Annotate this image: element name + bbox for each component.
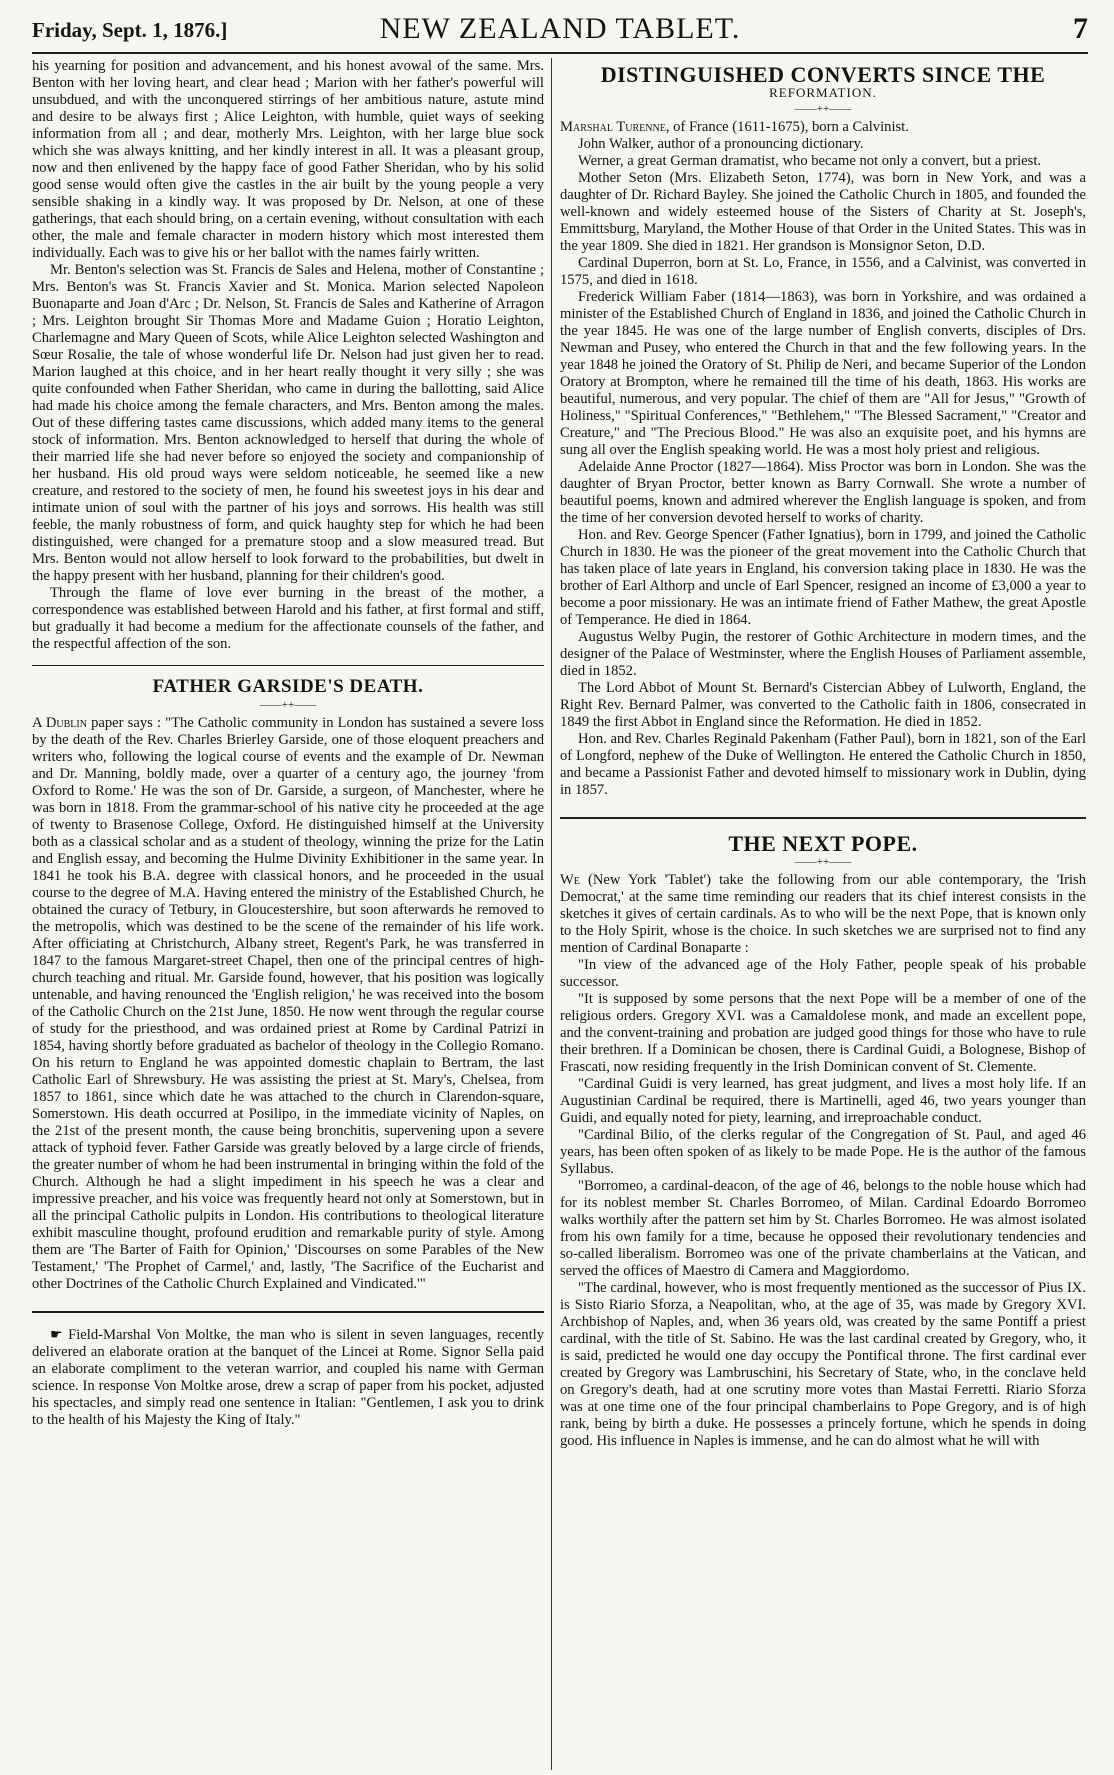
story-paragraph: Mr. Benton's selection was St. Francis de Sales and Helena, mother of Constantine ; Mrs. Benton's was St. Francis Xavier and St. Monica. Marion selected Napoleon Buonaparte and Joan d'Arc ; Dr. Nelson, St. Francis de Sales and Katherine of Arragon ; Mrs. Leighton brought Sir Thomas More and Madame Guion ; Horatio Leighton, Charlemagne and Mary Queen of Scots, while Alice Leighton selected Washington and Sœur Rosalie, the tale of whose wonderful life Dr. Nelson had just given her to read. Marion laughed at this choice, and in her heart really thought it very silly ; she was quite confounded when Father Sheridan, who came in during the ballotting, said Alice had made his choice among the female characters, and Mrs. Benton among the males. Out of these differing tastes came discussions, which added many items to the general stock of information. Mrs. Benton acknowledged to herself that during the whole of their married life she had never before so enjoyed the society and companionship of her husband. His old proud ways were seldom noticeable, he seemed like a new creature, and restored to the society of men, he found his sweetest joys in his dear and intimate union of soul with the partner of his joys and sorrows. His health was still feeble, the manly robustness of form, and quick haughty step for which he had been distinguished, were changed for a premature stoop and a slow measured tread. But Mrs. Benton would not allow herself to look forward to the probabilities, but dwelt in the happy present with her husband, planning for their children's good. [32, 262, 544, 584]
section-divider [32, 665, 544, 666]
convert-entry: Augustus Welby Pugin, the restorer of Gothic Architecture in modern times, and the designer of the Palace of Westminster, where the English Houses of Parliament assemble, died in 1852. [560, 629, 1086, 679]
convert-entry: Adelaide Anne Proctor (1827—1864). Miss Proctor was born in London. She was the daughter of Bryan Proctor, better known as Barry Cornwall. She wrote a number of beautiful poems, known and admired wherever the English language is spoken, and from the time of her conversion devoted herself to works of charity. [560, 459, 1086, 526]
pope-paragraph: We (New York 'Tablet') take the following from our able contemporary, the 'Irish Democrat,' at the same time reminding our readers that its chief interest consists in the sketches it gives of certain cardinals. As to who will be the next Pope, that is known only to the Holy Spirit, whose is the choice. In such sketches we are surprised not to find any mention of Cardinal Bonaparte : [560, 872, 1086, 956]
article-body: paper says : "The Catholic community in London has sustained a severe loss by the death of the Rev. Charles Brierley Garside, one of those eloquent preachers and writers who, following the logical course of events and the example of Dr. Newman and Dr. Manning, boldly made, over a quarter of a century ago, the journey 'from Oxford to Rome.' He was the son of Dr. Garside, a surgeon, of Manchester, where he was born in 1818. From the grammar-school of his native city he proceeded at the age of twenty to Brasenose College, Oxford. He distinguished himself at the University both as a classical scholar and as a student of theology, winning the prize for the Latin and English essay, and becoming the Hulme Divinity Exhibitioner in the same year. In 1841 he took his B.A. degree with classical honors, and he proceeded in the usual course to the degree of M.A. Having entered the ministry of the Established Church, he obtained the curacy of Tetbury, in Gloucestershire, but soon afterwards he removed to the metropolis, which was destined to be the scene of the remainder of his life work. After officiating at Christchurch, Albany street, Regent's Park, he was transferred in 1847 to the famous Margaret-street Chapel, then one of the principal centres of high-church teaching and ritual. Mr. Garside found, however, that his position was logically untenable, and having renounced the 'English religion,' he was received into the bosom of the Catholic Church on the 21st June, 1850. He now went through the regular course of study for the priesthood, and was ordained priest at Rome by Cardinal Patrizi in 1854, having shortly before graduated as bachelor of theology in the Collegio Romano. On his return to England he was appointed domestic chaplain to Bertram, the last Catholic Earl of Shrewsbury. He was assisting the priest at St. Mary's, Chelsea, from 1857 to 1861, since which date he was attached to the church in Clarendon-square, Somerstown. His death occurred at Posilipo, in the immediate vicinity of Naples, on the 21st of the present month, the cause being bronchitis, supervening upon a severe attack of typhoid fever. Father Garside was greatly beloved by a large circle of friends, the greater number of whom he had been instrumental in bringing within the fold of the Church. Although he had a slight impediment in his speech he was a clear and impressive preacher, and his voice was frequently heard not only at Somerstown, but in all the principal Catholic pulpits in London. His contributions to theological literature exhibit masculine thought, profound erudition and remarkable purity of style. Among them are 'The Barter of Faith for Opinion,' 'Discourses on some Parables of the New Testament,' 'The Prophet of Carmel,' and, lastly, 'The Sacrifice of the Eucharist and other Doctrines of the Catholic Church Explained and Vindicated.'" [32, 715, 544, 1292]
pointing-hand-icon: ☛ [50, 1328, 63, 1343]
entry-lead: Marshal Turenne [560, 119, 666, 135]
convert-entry: John Walker, author of a pronouncing dictionary. [578, 136, 864, 152]
moltke-body: Field-Marshal Von Moltke, the man who is silent in seven languages, recently delivered an elaborate oration at the banquet of the Lincei at Rome. Signor Sella paid an elaborate compliment to the veteran warrior, and coupled his name with German science. In response Von Moltke arose, drew a scrap of paper from his pocket, adjusted his spectacles, and simply read one sentence in Italian: "Gentlemen, I ask you to drink to the health of his Majesty the King of Italy." [32, 1327, 544, 1428]
converts-subheading: REFORMATION. [769, 85, 877, 100]
convert-entry: The Lord Abbot of Mount St. Bernard's Cistercian Abbey of Lulworth, England, the Right Rev. Bernard Palmer, was converted to the Catholic faith in 1806, consecrated in 1849 the first Abbot in England since the Reformation. He died in 1852. [560, 680, 1086, 730]
convert-entry: Cardinal Duperron, born at St. Lo, France, in 1556, and a Calvinist, was converted in 1575, and died in 1618. [560, 255, 1086, 288]
story-paragraph: his yearning for position and advancement, and his honest avowal of the same. Mrs. Benton with her loving heart, and clear head ; Marion with her father's powerful will unsubdued, and with the unconquered stirrings of her ambitious nature, astute mind and desire to be always first ; Alice Leighton, with humble, quiet ways of seeking information from all ; and dear, motherly Mrs. Leighton, with her large blue sock which she was always knitting, and her kindly interest in all. It was a pleasant group, now and then enlivened by the happy face of good Father Sheridan, who by his solid good sense would often give the castles in the air built by the young people a very sensible shaking in a kindly way. It was proposed by Dr. Nelson, at one of these gatherings, that each should bring, on a certain evening, without consultation with each other, the male and female character in modern history which most interested them individually. Each was to give his or her ballot with the names fairly written. [32, 58, 544, 261]
convert-entry: Frederick William Faber (1814—1863), was born in Yorkshire, and was ordained a minister of the Established Church of England in 1836, and joined the Catholic Church in the year 1845. He was one of the large number of English converts, disciples of Drs. Newman and Pusey, who entered the Church in that and the few following years. In the year 1848 he joined the Oratory of St. Philip de Neri, and became Superior of the London Oratory at Brompton, where he remained till the time of his death, 1863. His works are beautiful, numerous, and very popular. The chief of them are "All for Jesus," "Growth of Holiness," "Spiritual Conferences," "Bethlehem," "The Blessed Sacrament," "Creator and Creature," and "The Precious Blood." He was also an exquisite poet, and his hymns are sung all over the English speaking world. He was a most holy priest and religious. [560, 289, 1086, 458]
newspaper-title: NEW ZEALAND TABLET. [379, 12, 741, 45]
pope-paragraph: "The cardinal, however, who is most frequently mentioned as the successor of Pius IX. is Sisto Riario Sforza, a Neapolitan, who, at the age of 35, was made by Gregory XVI. Archbishop of Naples, and, when 36 years old, was created by the same Pontiff a priest cardinal, with the title of St. Sabino. He was the last cardinal created by Gregory, who, it is said, predicted he would one day occupy the Pontifical throne. The first cardinal ever created by Gregory was Lambruschini, his Secretary of State, who, in the conclave held on Gregory's death, had at one scrutiny more votes than Mastai Ferretti. Riario Sforza was at one time one of the four principal chamberlains to Pope Gregory, and is of high rank, being by birth a duke. He possesses a princely fortune, which he spends in doing good. His influence in Naples is immense, and he can do almost what he will with [560, 1280, 1086, 1449]
story-paragraph: Through the flame of love ever burning in the breast of the mother, a correspondence was established between Harold and his father, at first formal and stiff, but gradually it had become a medium for the affectionate counsels of the father, and the respectful affection of the son. [32, 585, 544, 652]
converts-heading: DISTINGUISHED CONVERTS SINCE THE [600, 62, 1046, 87]
convert-entry: Werner, a great German dramatist, who became not only a convert, but a priest. [578, 153, 1042, 169]
pope-paragraph: "Cardinal Guidi is very learned, has great judgment, and lives a most holy life. If an Augustinian Cardinal be required, there is Martinelli, aged 46, two years younger than Guidi, and equally noted for piety, learning, and irreproachable conduct. [560, 1076, 1086, 1126]
issue-date: Friday, Sept. 1, 1876.] [32, 18, 228, 42]
section-divider [32, 1311, 544, 1313]
heading-ornament: ——++—— [259, 699, 317, 711]
pope-paragraph: "In view of the advanced age of the Holy Father, people speak of his probable successor. [560, 957, 1086, 990]
page-number: 7 [1073, 12, 1088, 45]
column-divider [551, 58, 552, 1770]
right-column [560, 58, 1086, 1770]
heading-ornament: ——++—— [794, 103, 852, 115]
pope-paragraph: "Cardinal Bilio, of the clerks regular of the Congregation of St. Paul, and aged 46 years, has been often spoken of as likely to be made Pope. He is the author of the famous Syllabus. [560, 1127, 1086, 1177]
moltke-item [32, 1327, 544, 1429]
convert-entry: Hon. and Rev. George Spencer (Father Ignatius), born in 1799, and joined the Catholic Church in 1830. He was the pioneer of the great movement into the Catholic Church that has taken place of late years in England, his conversion taking place in 1830. He was the brother of Earl Althorp and uncle of Earl Spencer, resigned an income of £3,000 a year to become a poor missionary. He was an intimate friend of Father Mathew, the great Apostle of Temperance. He died in 1864. [560, 527, 1086, 628]
article-lead: A Dublin [32, 715, 87, 731]
left-column [32, 58, 544, 1770]
heading-ornament: ——++—— [794, 856, 852, 868]
pope-heading: THE NEXT POPE. [728, 831, 918, 856]
pope-paragraph: "Borromeo, a cardinal-deacon, of the age of 46, belongs to the noble house which had for its noblest member St. Charles Borromeo, of Milan. Cardinal Edoardo Borromeo walks worthily after the pattern set him by St. Charles Borromeo. He was almost isolated from his own family for a time, because he opposed their revolutionary tendencies and so-called liberalism. Borromeo was one of the private chamberlains at the Vatican, and served the offices of Maestro di Camera and Maggiordomo. [560, 1178, 1086, 1279]
masthead [32, 8, 1088, 54]
section-divider [560, 817, 1086, 819]
convert-entry: Mother Seton (Mrs. Elizabeth Seton, 1774), was born in New York, and was a daughter of Dr. Richard Bayley. She joined the Catholic Church in 1805, and founded the well-known and widely esteemed house of the Sisters of Charity at St. Joseph's, Emmittsburg, Maryland, the Mother House of that Order in the United States. This was in the year 1809. She died in 1821. Her grandson is Monsignor Seton, D.D. [560, 170, 1086, 254]
garside-article [32, 715, 544, 1293]
article-lead: We [560, 872, 580, 888]
pope-paragraph: "It is supposed by some persons that the next Pope will be a member of one of the religious orders. Gregory XVI. was a Camaldolese monk, and made an excellent pope, and the convent-training and probation are judged good things for those who have to rule their brethren. If a Dominican be chosen, there is Cardinal Guidi, a Bolognese, Bishop of Frascati, now residing frequently in the Irish Dominican convent of St. Clemente. [560, 991, 1086, 1075]
convert-entry: Hon. and Rev. Charles Reginald Pakenham (Father Paul), born in 1821, son of the Earl of Longford, nephew of the Duke of Wellington. He entered the Catholic Church in 1850, and became a Passionist Father and devoted himself to missionary work in Dublin, dying in 1857. [560, 731, 1086, 798]
convert-entry: Marshal Turenne, of France (1611-1675), born a Calvinist. [560, 119, 909, 135]
garside-heading: FATHER GARSIDE'S DEATH. [152, 676, 424, 697]
